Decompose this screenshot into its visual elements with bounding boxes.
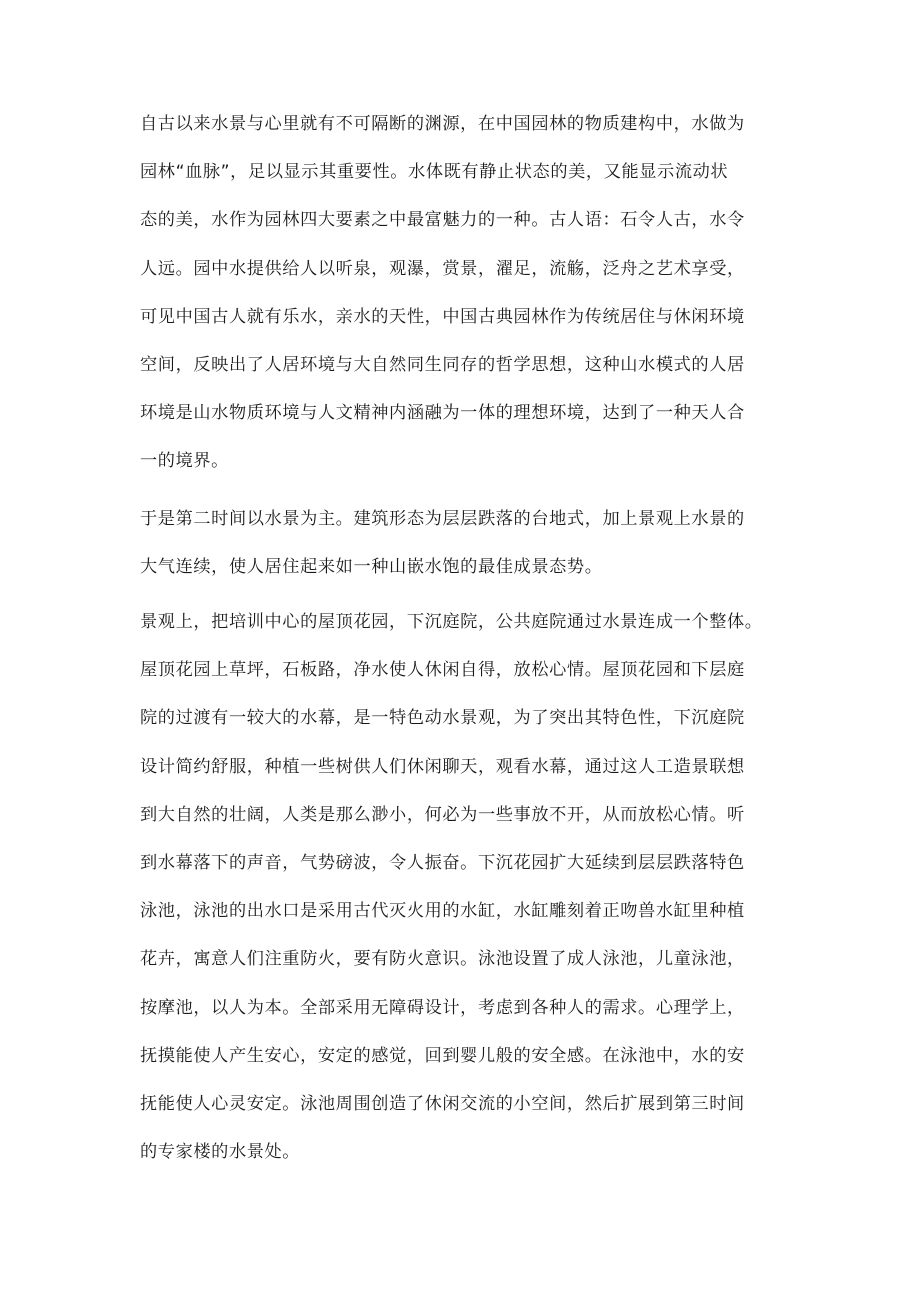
text-line: 花卉，寓意人们注重防火，要有防火意识。泳池设置了成人泳池，儿童泳池， [140, 949, 745, 970]
text-line: 设计简约舒服，种植一些树供人们休闲聊天，观看水幕，通过这人工造景联想 [140, 756, 745, 777]
text-line: 院的过渡有一较大的水幕，是一特色动水景观，为了突出其特色性，下沉庭院 [140, 708, 745, 729]
text-line: 景观上，把培训中心的屋顶花园，下沉庭院，公共庭院通过水景连成一个整体。 [140, 612, 763, 632]
text-line: 可见中国古人就有乐水，亲水的天性，中国古典园林作为传统居住与休闲环境 [140, 306, 745, 327]
paragraph-1 [140, 100, 745, 486]
text-line: 一的境界。 [140, 451, 229, 472]
text-line: 环境是山水物质环境与人文精神内涵融为一体的理想环境，达到了一种天人合 [140, 403, 745, 424]
text-line: 园林“血脉”，足以显示其重要性。水体既有静止状态的美，又能显示流动状 [140, 162, 729, 183]
text-line: 大气连续，使人居住起来如一种山嵌水饱的最佳成景态势。 [140, 557, 603, 578]
text-line: 自古以来水景与心里就有不可隔断的渊源，在中国园林的物质建构中，水做为 [140, 114, 745, 134]
paragraph-2 [140, 495, 745, 591]
text-line: 泳池，泳池的出水口是采用古代灭火用的水缸，水缸雕刻着正吻兽水缸里种植 [140, 901, 745, 922]
paragraph-3 [140, 598, 763, 1176]
text-line: 到大自然的壮阔，人类是那么渺小，何必为一些事放不开，从而放松心情。听 [140, 804, 745, 825]
text-line: 抚能使人心灵安定。泳池周围创造了休闲交流的小空间，然后扩展到第三时间 [140, 1093, 745, 1114]
text-line: 按摩池，以人为本。全部采用无障碍设计，考虑到各种人的需求。心理学上， [140, 997, 745, 1018]
text-line: 空间，反映出了人居环境与大自然同生同存的哲学思想，这种山水模式的人居 [140, 354, 745, 375]
text-line: 屋顶花园上草坪，石板路，净水使人休闲自得，放松心情。屋顶花园和下层庭 [140, 660, 745, 681]
text-line: 到水幕落下的声音，气势磅波，令人振奋。下沉花园扩大延续到层层跌落特色 [140, 852, 745, 873]
text-line: 抚摸能使人产生安心，安定的感觉，回到婴儿般的安全感。在泳池中，水的安 [140, 1045, 745, 1066]
text-line: 的专家楼的水景处。 [140, 1142, 301, 1163]
text-line: 人远。园中水提供给人以听泉，观瀑，赏景，濯足，流觞，泛舟之艺术享受， [140, 258, 745, 279]
text-line: 于是第二时间以水景为主。建筑形态为层层跌落的台地式，加上景观上水景的 [140, 509, 745, 529]
text-line: 态的美，水作为园林四大要素之中最富魅力的一种。古人语：石令人古，水令 [140, 210, 745, 231]
